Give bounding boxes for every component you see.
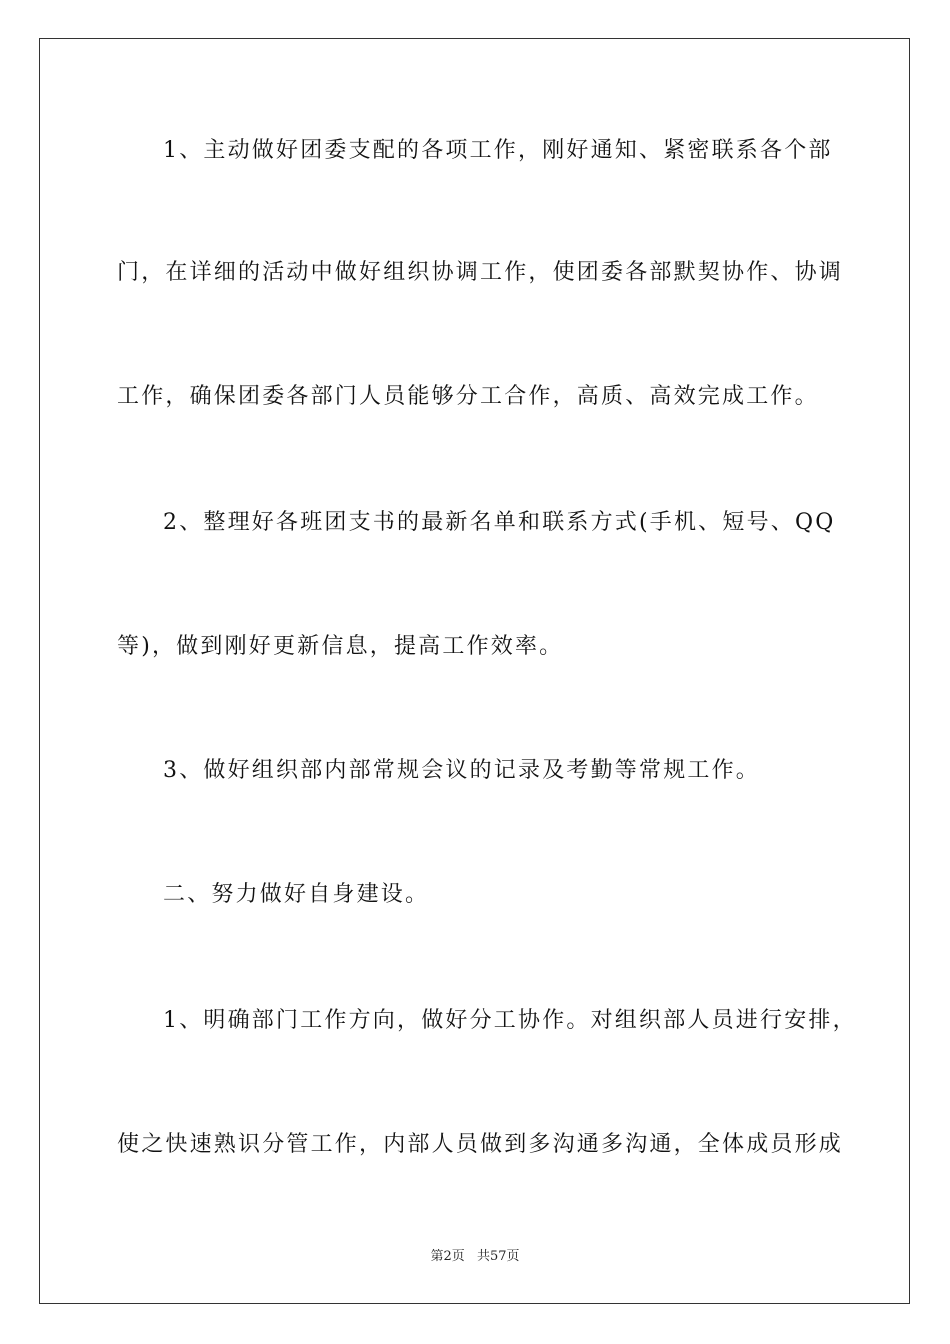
paragraph-line-4: 2、整理好各班团支书的最新名单和联系方式(手机、短号、QQ xyxy=(163,510,836,535)
paragraph-line-8: 1、明确部门工作方向，做好分工协作。对组织部人员进行安排， xyxy=(163,1008,857,1033)
paragraph-line-9: 使之快速熟识分管工作，内部人员做到多沟通多沟通，全体成员形成 xyxy=(117,1132,844,1157)
paragraph-line-5: 等)，做到刚好更新信息，提高工作效率。 xyxy=(117,634,564,659)
paragraph-line-2: 门，在详细的活动中做好组织协调工作，使团委各部默契协作、协调 xyxy=(117,260,844,285)
page-border xyxy=(39,38,910,1304)
section-heading: 二、努力做好自身建设。 xyxy=(163,882,430,907)
page-number-total: 共57页 xyxy=(476,1249,520,1264)
paragraph-line-3: 工作，确保团委各部门人员能够分工合作，高质、高效完成工作。 xyxy=(117,384,819,409)
page-number-current: 第2页 xyxy=(430,1249,465,1264)
page-footer xyxy=(0,1248,950,1266)
paragraph-line-6: 3、做好组织部内部常规会议的记录及考勤等常规工作。 xyxy=(163,758,760,783)
paragraph-line-1: 1、主动做好团委支配的各项工作，刚好通知、紧密联系各个部 xyxy=(163,138,833,163)
